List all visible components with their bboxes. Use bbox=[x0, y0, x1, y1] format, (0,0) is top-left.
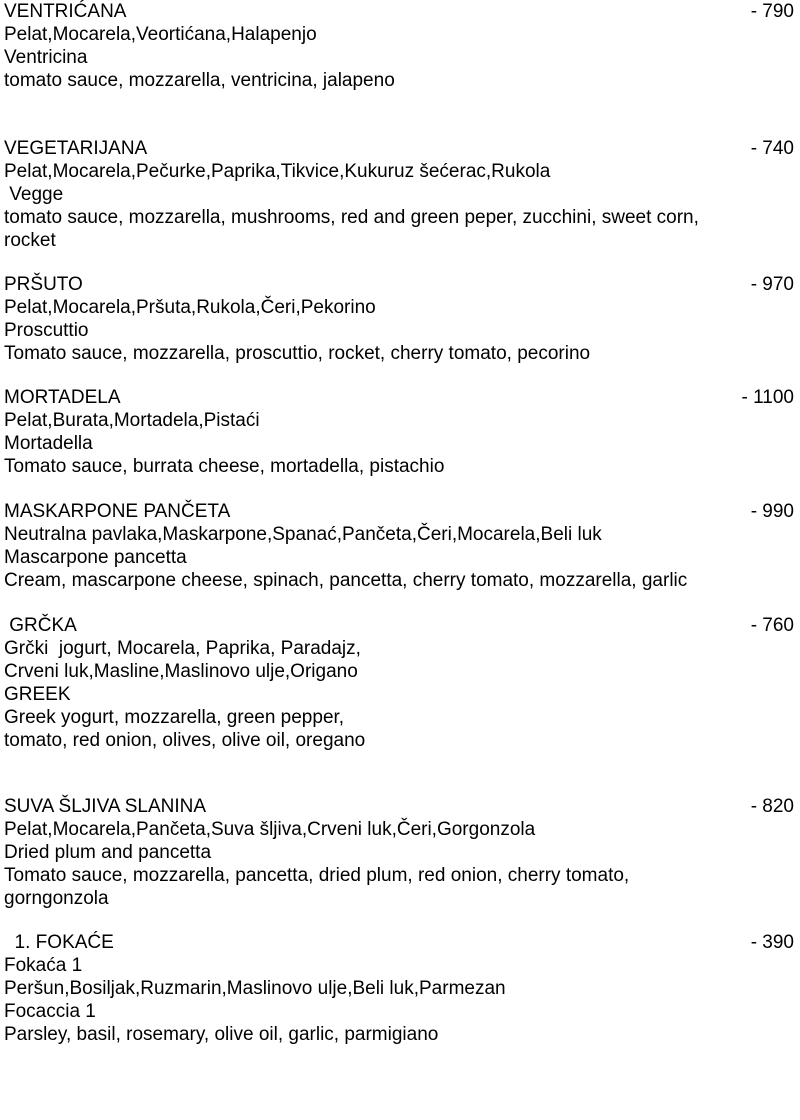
menu-item-grcka bbox=[4, 614, 794, 752]
menu-item-maskarpone-panceta bbox=[4, 500, 794, 592]
item-ingredients-english: Tomato sauce, burrata cheese, mortadella, pistachio bbox=[4, 456, 445, 477]
item-english-name: Mascarpone pancetta bbox=[4, 547, 187, 568]
item-english-name: GREEK bbox=[4, 684, 71, 705]
item-ingredients-english: Tomato sauce, mozzarella, pancetta, dried plum, red onion, cherry tomato, bbox=[4, 865, 630, 886]
item-price: - 760 bbox=[750, 615, 794, 636]
menu-item-ventricana bbox=[4, 0, 794, 92]
item-ingredients-english: Parsley, basil, rosemary, olive oil, garlic, parmigiano bbox=[4, 1024, 439, 1045]
menu-item-fokace bbox=[4, 931, 794, 1046]
item-name: MASKARPONE PANČETA bbox=[4, 501, 231, 522]
item-price: - 390 bbox=[750, 932, 794, 953]
item-ingredients-english: tomato sauce, mozzarella, ventricina, jalapeno bbox=[4, 70, 395, 91]
item-name: PRŠUTO bbox=[4, 274, 83, 295]
item-name: SUVA ŠLJIVA SLANINA bbox=[4, 796, 207, 817]
item-price: - 990 bbox=[750, 501, 794, 522]
item-ingredients-english-cont: tomato, red onion, olives, olive oil, oregano bbox=[4, 730, 366, 751]
item-ingredients-local: Peršun,Bosiljak,Ruzmarin,Maslinovo ulje,Beli luk,Parmezan bbox=[4, 978, 506, 999]
item-english-name: Proscuttio bbox=[4, 320, 89, 341]
item-english-name: Ventricina bbox=[4, 47, 88, 68]
item-name: 1. FOKAĆE bbox=[4, 932, 114, 953]
item-ingredients-local: Pelat,Mocarela,Pančeta,Suva šljiva,Crveni luk,Čeri,Gorgonzola bbox=[4, 819, 536, 840]
item-english-name: Dried plum and pancetta bbox=[4, 842, 212, 863]
item-ingredients-local: Pelat,Mocarela,Pršuta,Rukola,Čeri,Pekorino bbox=[4, 297, 376, 318]
item-price: - 740 bbox=[750, 138, 794, 159]
item-name: GRČKA bbox=[4, 615, 77, 636]
item-ingredients-local: Grčki jogurt, Mocarela, Paprika, Paradajz, bbox=[4, 638, 361, 659]
item-ingredients-local-cont: Crveni luk,Masline,Maslinovo ulje,Origano bbox=[4, 661, 358, 682]
item-price: - 970 bbox=[750, 274, 794, 295]
item-name: MORTADELA bbox=[4, 387, 121, 408]
menu-item-prsuto bbox=[4, 273, 794, 365]
menu-item-vegetarijana bbox=[4, 137, 794, 252]
item-ingredients-english: Tomato sauce, mozzarella, proscuttio, rocket, cherry tomato, pecorino bbox=[4, 343, 591, 364]
item-ingredients-local: Pelat,Mocarela,Pečurke,Paprika,Tikvice,Kukuruz šećerac,Rukola bbox=[4, 161, 551, 182]
item-price: - 1100 bbox=[741, 387, 794, 408]
item-english-name: Mortadella bbox=[4, 433, 93, 454]
item-english-name: Focaccia 1 bbox=[4, 1001, 96, 1022]
item-name: VENTRIĆANA bbox=[4, 1, 127, 22]
menu-item-mortadela bbox=[4, 386, 794, 478]
item-ingredients-english: tomato sauce, mozzarella, mushrooms, red and green peper, zucchini, sweet corn, bbox=[4, 207, 699, 228]
item-name: VEGETARIJANA bbox=[4, 138, 148, 159]
item-english-name: Vegge bbox=[4, 184, 64, 205]
item-price: - 790 bbox=[750, 1, 794, 22]
item-ingredients-english: Greek yogurt, mozzarella, green pepper, bbox=[4, 707, 345, 728]
item-ingredients-local: Pelat,Mocarela,Veortićana,Halapenjo bbox=[4, 24, 317, 45]
menu-item-suva-sljiva-slanina bbox=[4, 795, 794, 910]
item-ingredients-local: Pelat,Burata,Mortadela,Pistaći bbox=[4, 410, 260, 431]
item-local-name: Fokaća 1 bbox=[4, 955, 83, 976]
item-ingredients-english: Cream, mascarpone cheese, spinach, pancetta, cherry tomato, mozzarella, garlic bbox=[4, 570, 688, 591]
item-ingredients-local: Neutralna pavlaka,Maskarpone,Spanać,Pančeta,Čeri,Mocarela,Beli luk bbox=[4, 524, 602, 545]
item-ingredients-english-cont: gorngonzola bbox=[4, 888, 109, 909]
item-price: - 820 bbox=[750, 796, 794, 817]
item-ingredients-english-cont: rocket bbox=[4, 230, 56, 251]
